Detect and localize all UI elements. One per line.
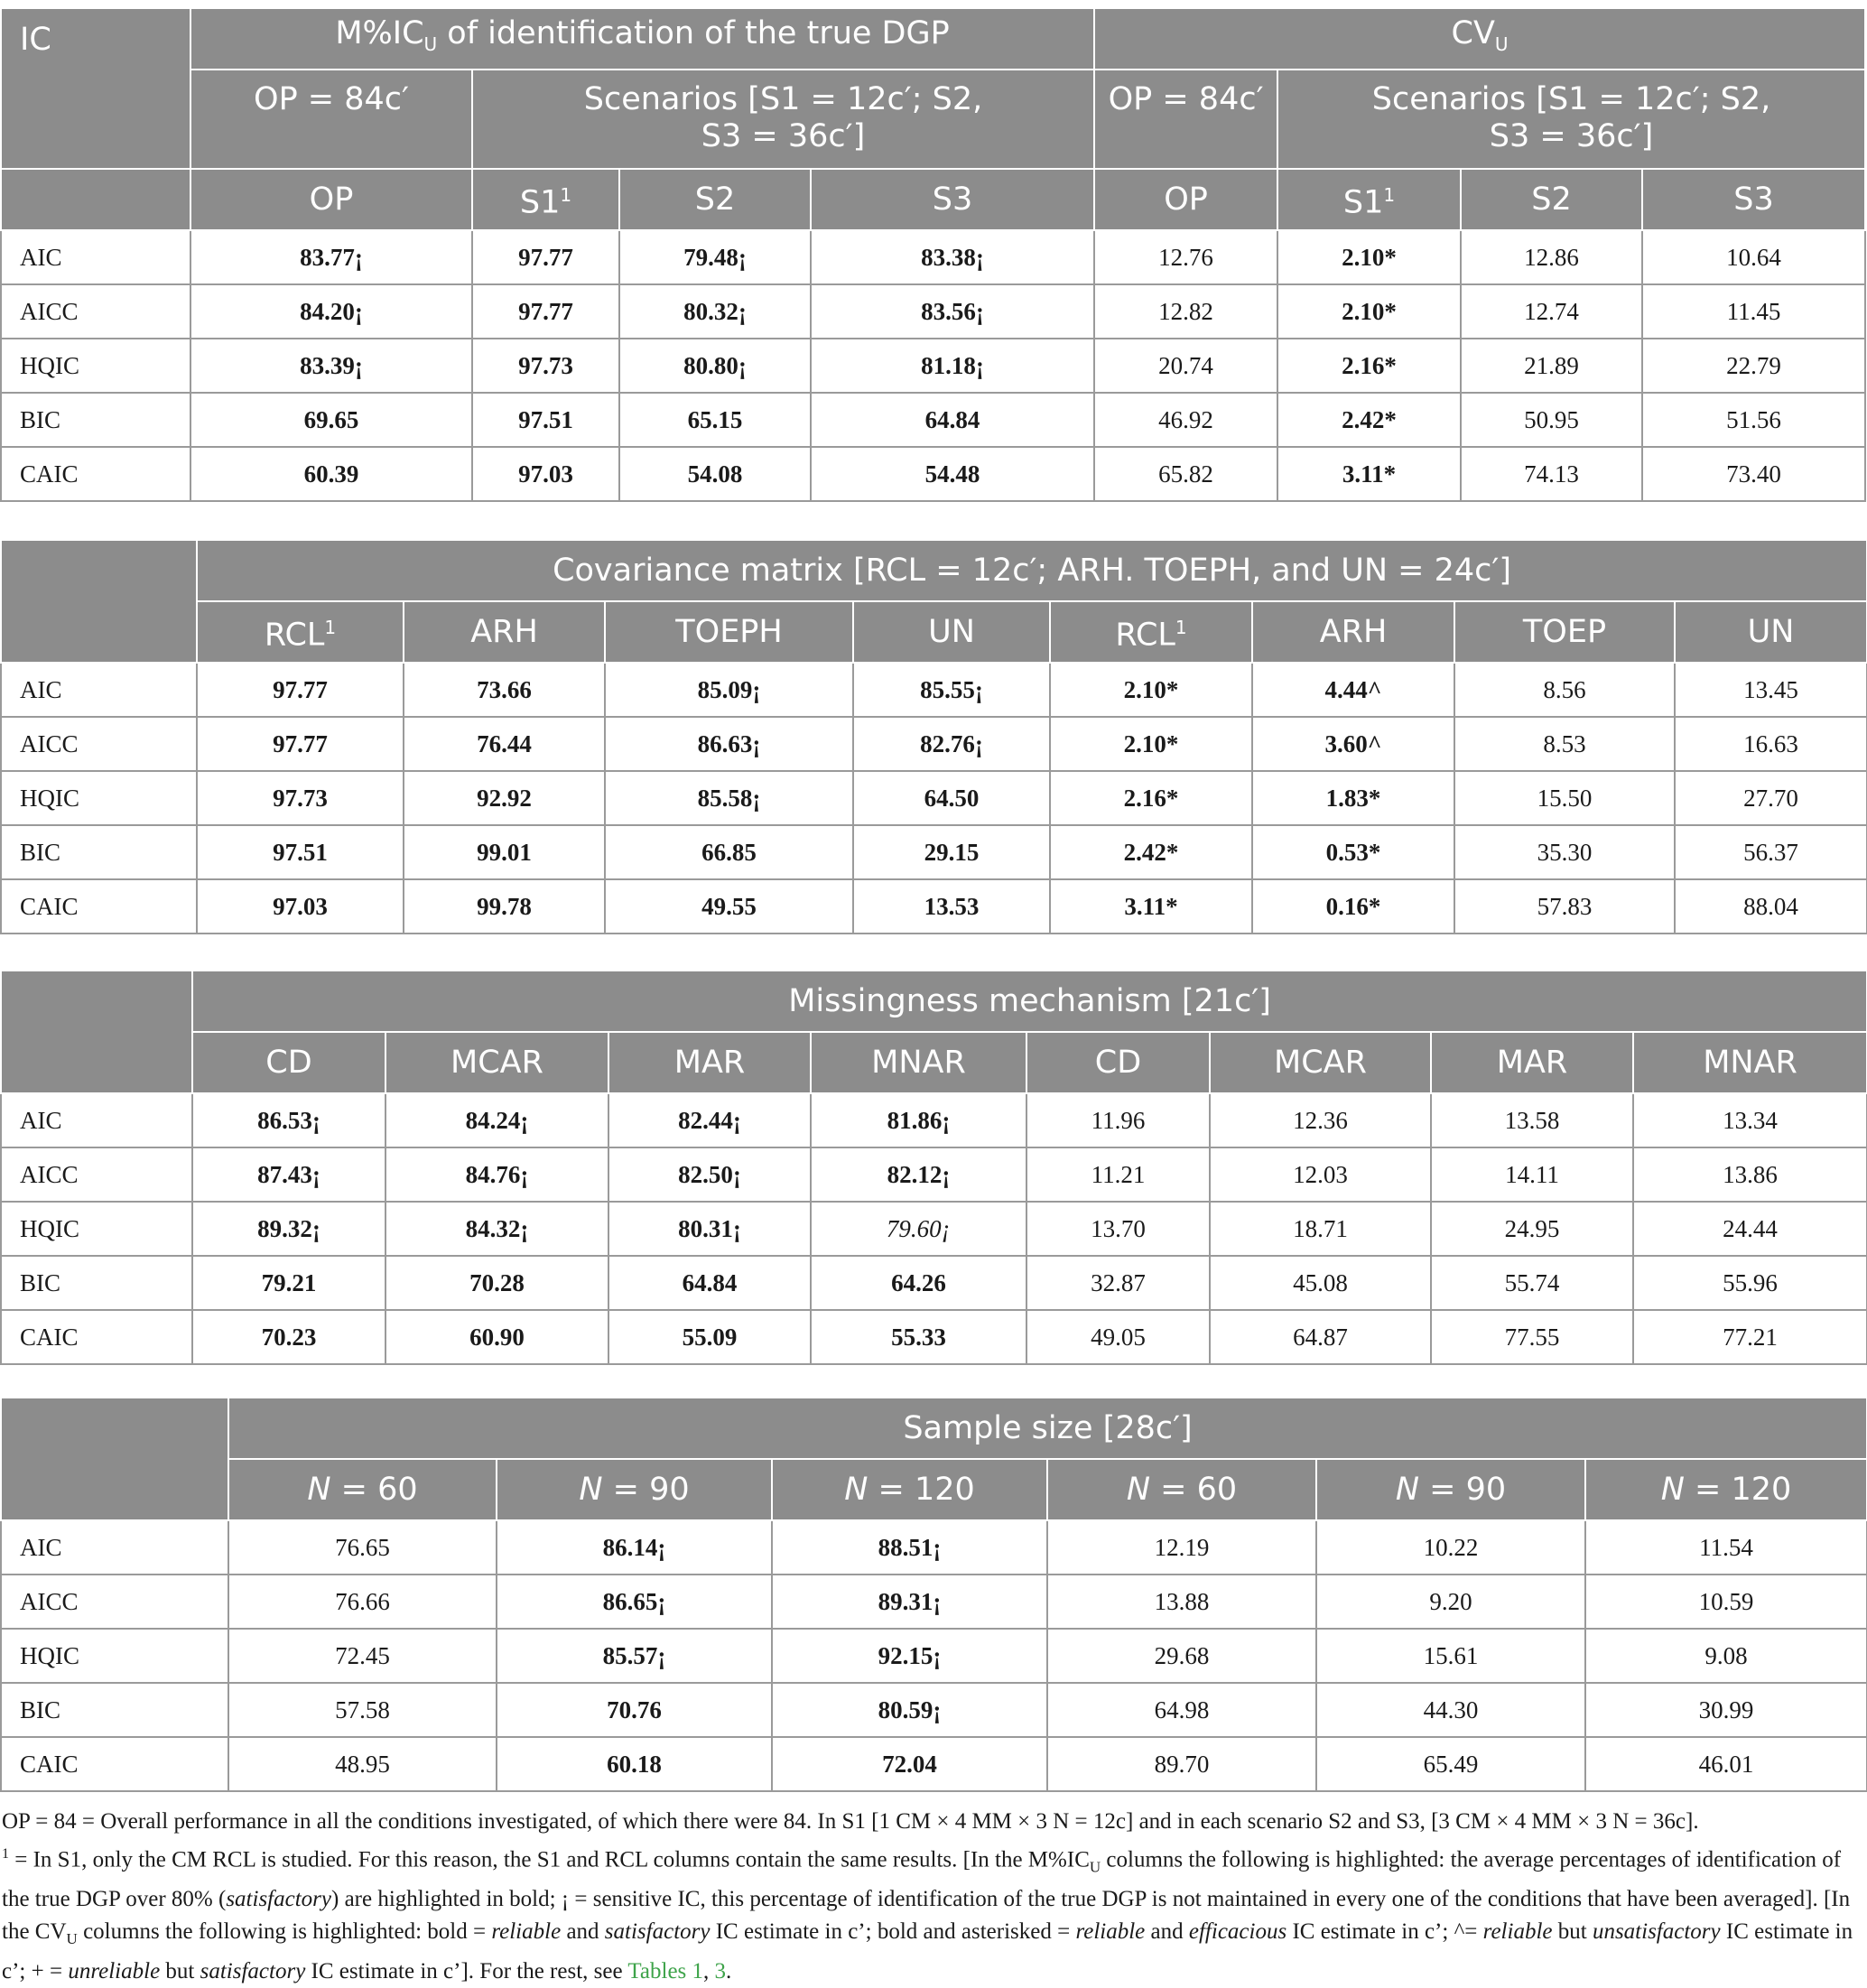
table-cell: 84.20¡: [190, 284, 472, 339]
footnote-highlighting: $^1$ = In S1, only the CM RCL is studied. For this reason, the S1 and RCL columns contain the same results. [In the $M\%IC_U$ columns the following is highlighted: the average percentages of identification of the true DGP over 80% (satisfactory) are highlighted in bold; ¡ = sensitive IC, this percentage of identification of the true DGP is not maintained in every one of the conditions that have been averaged]. [In the $CV_U$ columns the following is highlighted: bold = reliable and satisfactory IC estimate in c’; bold and asterisked = reliable and efficacious IC estimate in c’; ^= reliable but unsatisfactory IC estimate in c’; + = unreliable but satisfactory IC estimate in c’]. For the rest, see Tables 1, 3.: [2, 1846, 1853, 1984]
col-cd: CD: [192, 1032, 385, 1093]
table-cell: 13.45: [1675, 663, 1867, 717]
table-cell: 77.21: [1633, 1310, 1867, 1364]
table-cell: 2.42*: [1277, 393, 1461, 447]
table-cell: 48.95: [228, 1737, 497, 1791]
table-cell: 18.71: [1210, 1202, 1431, 1256]
table-cell: 92.15¡: [772, 1629, 1047, 1683]
table-cell: 89.31¡: [772, 1575, 1047, 1629]
row-ic-label: AICC: [1, 717, 197, 771]
table-cell: 84.32¡: [385, 1202, 608, 1256]
col-n90: N = 90: [497, 1459, 772, 1520]
table-cell: 92.92: [404, 771, 605, 825]
table-cell: 76.44: [404, 717, 605, 771]
table-cell: 55.09: [608, 1310, 811, 1364]
table-cell: 83.38¡: [811, 230, 1094, 284]
table-row: [1, 1575, 1867, 1629]
table-cell: 16.63: [1675, 717, 1867, 771]
table-cell: 13.34: [1633, 1093, 1867, 1147]
table-cell: 2.16*: [1277, 339, 1461, 393]
table-covariance-matrix: [0, 539, 1867, 934]
table-cell: 49.05: [1026, 1310, 1210, 1364]
col-n60-cv: N = 60: [1047, 1459, 1316, 1520]
col-n90-cv: N = 90: [1316, 1459, 1585, 1520]
col-arh: ARH: [404, 601, 605, 663]
cv-header: $CV_U$: [1094, 8, 1865, 70]
table-cell: 83.56¡: [811, 284, 1094, 339]
table-cell: 54.48: [811, 447, 1094, 501]
table-row: [1, 1520, 1867, 1575]
col-rcl-cv: RCL$^1$: [1050, 601, 1252, 663]
table-cell: 77.55: [1431, 1310, 1633, 1364]
table-cell: 82.44¡: [608, 1093, 811, 1147]
table-cell: 3.60^: [1252, 717, 1454, 771]
table-cell: 84.24¡: [385, 1093, 608, 1147]
table-cell: 56.37: [1675, 825, 1867, 879]
table-footnote: [2, 1806, 1863, 1988]
table-cell: 87.43¡: [192, 1147, 385, 1202]
table-cell: 88.04: [1675, 879, 1867, 934]
table-cell: 79.60¡: [811, 1202, 1026, 1256]
table-cell: 22.79: [1642, 339, 1865, 393]
table-missingness-mechanism: [0, 970, 1867, 1365]
row-ic-label: BIC: [1, 825, 197, 879]
table-cell: 4.44^: [1252, 663, 1454, 717]
table-cell: 24.95: [1431, 1202, 1633, 1256]
table-cell: 21.89: [1461, 339, 1642, 393]
row-ic-label: AIC: [1, 230, 190, 284]
table-cell: 11.21: [1026, 1147, 1210, 1202]
scenarios-group-header-cv: Scenarios [S1 = 12c′; S2, S3 = 36c′]: [1277, 70, 1865, 169]
table-cell: 44.30: [1316, 1683, 1585, 1737]
table-cell: 29.15: [853, 825, 1050, 879]
table-row: [1, 284, 1865, 339]
table-cell: 57.83: [1454, 879, 1675, 934]
row-ic-label: CAIC: [1, 447, 190, 501]
table-cell: 80.59¡: [772, 1683, 1047, 1737]
table-cell: 2.10*: [1277, 230, 1461, 284]
table-cell: 46.92: [1094, 393, 1277, 447]
row-ic-label: CAIC: [1, 879, 197, 934]
row-ic-label: AICC: [1, 284, 190, 339]
table-cell: 64.50: [853, 771, 1050, 825]
table-cell: 97.77: [472, 230, 619, 284]
table-cell: 76.66: [228, 1575, 497, 1629]
table-cell: 64.26: [811, 1256, 1026, 1310]
table-row: [1, 879, 1867, 934]
col-s1: $S1^1$: [472, 169, 619, 230]
table-cell: 12.82: [1094, 284, 1277, 339]
row-ic-label: CAIC: [1, 1310, 192, 1364]
table-cell: 57.58: [228, 1683, 497, 1737]
table-row: [1, 1147, 1867, 1202]
row-ic-label: AIC: [1, 1093, 192, 1147]
table-cell: 81.86¡: [811, 1093, 1026, 1147]
covariance-title: Covariance matrix [RCL = 12c′; ARH. TOEPH, and UN = 24c′]: [197, 540, 1867, 601]
table-cell: 86.63¡: [605, 717, 853, 771]
row-ic-label: HQIC: [1, 339, 190, 393]
table-row: [1, 393, 1865, 447]
row-ic-label: HQIC: [1, 1629, 228, 1683]
table-row: [1, 1737, 1867, 1791]
table-cell: 76.65: [228, 1520, 497, 1575]
table-row: [1, 1310, 1867, 1364]
table-row: [1, 447, 1865, 501]
table-cell: 80.31¡: [608, 1202, 811, 1256]
table-cell: 72.45: [228, 1629, 497, 1683]
table-cell: 89.70: [1047, 1737, 1316, 1791]
col-mcar: MCAR: [385, 1032, 608, 1093]
col-mar: MAR: [608, 1032, 811, 1093]
table-row: [1, 230, 1865, 284]
table-cell: 79.48¡: [619, 230, 811, 284]
table-cell: 49.55: [605, 879, 853, 934]
table-row: [1, 1202, 1867, 1256]
table-cell: 88.51¡: [772, 1520, 1047, 1575]
table-cell: 9.08: [1585, 1629, 1867, 1683]
row-ic-label: AIC: [1, 1520, 228, 1575]
table-cell: 10.64: [1642, 230, 1865, 284]
op-group-header: OP = 84c′: [190, 70, 472, 169]
table-cell: 2.10*: [1050, 663, 1252, 717]
table-cell: 65.49: [1316, 1737, 1585, 1791]
table-cell: 70.28: [385, 1256, 608, 1310]
table-cell: 85.57¡: [497, 1629, 772, 1683]
table-row: [1, 663, 1867, 717]
table-cell: 74.13: [1461, 447, 1642, 501]
table-row: [1, 717, 1867, 771]
col-rcl: RCL$^1$: [197, 601, 404, 663]
table-cell: 85.55¡: [853, 663, 1050, 717]
table-cell: 65.15: [619, 393, 811, 447]
table-cell: 70.23: [192, 1310, 385, 1364]
row-ic-label: AICC: [1, 1147, 192, 1202]
table-cell: 97.77: [197, 663, 404, 717]
table-cell: 29.68: [1047, 1629, 1316, 1683]
table-sample-size: [0, 1397, 1867, 1792]
table-cell: 64.87: [1210, 1310, 1431, 1364]
m-ic-header: $M\%IC_U$ of identification of the true DGP: [190, 8, 1094, 70]
blank-header: [1, 1398, 228, 1520]
table-cell: 83.39¡: [190, 339, 472, 393]
blank-header: [1, 540, 197, 663]
table-cell: 13.70: [1026, 1202, 1210, 1256]
table-cell: 89.32¡: [192, 1202, 385, 1256]
row-ic-label: AIC: [1, 663, 197, 717]
col-arh-cv: ARH: [1252, 601, 1454, 663]
table-cell: 1.83*: [1252, 771, 1454, 825]
table-cell: 66.85: [605, 825, 853, 879]
table-cell: 51.56: [1642, 393, 1865, 447]
table-cell: 82.12¡: [811, 1147, 1026, 1202]
col-n120: N = 120: [772, 1459, 1047, 1520]
table-cell: 3.11*: [1050, 879, 1252, 934]
table-cell: 97.51: [197, 825, 404, 879]
table-cell: 32.87: [1026, 1256, 1210, 1310]
row-ic-label: HQIC: [1, 771, 197, 825]
table-row: [1, 1256, 1867, 1310]
table-cell: 13.86: [1633, 1147, 1867, 1202]
table-cell: 50.95: [1461, 393, 1642, 447]
table-cell: 10.22: [1316, 1520, 1585, 1575]
table-cell: 14.11: [1431, 1147, 1633, 1202]
table-cell: 12.19: [1047, 1520, 1316, 1575]
table-cell: 46.01: [1585, 1737, 1867, 1791]
table-cell: 97.77: [472, 284, 619, 339]
col-un: UN: [853, 601, 1050, 663]
table-cell: 64.84: [608, 1256, 811, 1310]
table-cell: 86.53¡: [192, 1093, 385, 1147]
table-cell: 30.99: [1585, 1683, 1867, 1737]
table-cell: 2.10*: [1277, 284, 1461, 339]
table-cell: 97.51: [472, 393, 619, 447]
col-un-cv: UN: [1675, 601, 1867, 663]
table-cell: 12.03: [1210, 1147, 1431, 1202]
table-cell: 73.40: [1642, 447, 1865, 501]
table-cell: 2.10*: [1050, 717, 1252, 771]
col-mar-cv: MAR: [1431, 1032, 1633, 1093]
table-cell: 79.21: [192, 1256, 385, 1310]
table-cell: 65.82: [1094, 447, 1277, 501]
table-cell: 64.98: [1047, 1683, 1316, 1737]
table-cell: 60.90: [385, 1310, 608, 1364]
table-cell: 97.73: [197, 771, 404, 825]
col-s3-cv: S3: [1642, 169, 1865, 230]
tables-1-link[interactable]: Tables 1: [627, 1959, 704, 1984]
table-row: [1, 825, 1867, 879]
table-row: [1, 771, 1867, 825]
row-ic-label: BIC: [1, 1683, 228, 1737]
ic-header: IC: [1, 8, 190, 169]
table-cell: 55.33: [811, 1310, 1026, 1364]
table-cell: 0.16*: [1252, 879, 1454, 934]
col-op-cv: OP: [1094, 169, 1277, 230]
row-ic-label: AICC: [1, 1575, 228, 1629]
table-cell: 12.76: [1094, 230, 1277, 284]
table-cell: 97.03: [197, 879, 404, 934]
table-cell: 85.58¡: [605, 771, 853, 825]
table-cell: 12.36: [1210, 1093, 1431, 1147]
table-cell: 12.74: [1461, 284, 1642, 339]
col-cd-cv: CD: [1026, 1032, 1210, 1093]
sample-size-title: Sample size [28c′]: [228, 1398, 1867, 1459]
table-cell: 83.77¡: [190, 230, 472, 284]
table-cell: 45.08: [1210, 1256, 1431, 1310]
op-group-header-cv: OP = 84c′: [1094, 70, 1277, 169]
table-cell: 64.84: [811, 393, 1094, 447]
row-ic-label: CAIC: [1, 1737, 228, 1791]
table-cell: 84.76¡: [385, 1147, 608, 1202]
row-ic-label: BIC: [1, 393, 190, 447]
table-cell: 10.59: [1585, 1575, 1867, 1629]
table-cell: 80.32¡: [619, 284, 811, 339]
table-cell: 60.39: [190, 447, 472, 501]
table-cell: 13.53: [853, 879, 1050, 934]
table-cell: 99.78: [404, 879, 605, 934]
scenarios-group-header: Scenarios [S1 = 12c′; S2, S3 = 36c′]: [472, 70, 1094, 169]
table-cell: 54.08: [619, 447, 811, 501]
row-ic-label: BIC: [1, 1256, 192, 1310]
table-cell: 97.73: [472, 339, 619, 393]
table-cell: 20.74: [1094, 339, 1277, 393]
col-s3: S3: [811, 169, 1094, 230]
col-mnar-cv: MNAR: [1633, 1032, 1867, 1093]
table-cell: 97.03: [472, 447, 619, 501]
table-cell: 55.96: [1633, 1256, 1867, 1310]
table-cell: 86.14¡: [497, 1520, 772, 1575]
table-cell: 15.50: [1454, 771, 1675, 825]
table-row: [1, 1093, 1867, 1147]
col-s1-cv: $S1^1$: [1277, 169, 1461, 230]
table-cell: 60.18: [497, 1737, 772, 1791]
table-cell: 70.76: [497, 1683, 772, 1737]
table-cell: 0.53*: [1252, 825, 1454, 879]
table-row: [1, 1683, 1867, 1737]
table-cell: 80.80¡: [619, 339, 811, 393]
table-cell: 99.01: [404, 825, 605, 879]
table-cell: 13.88: [1047, 1575, 1316, 1629]
ic-subheader-blank: [1, 169, 190, 230]
table-overall-scenarios: [0, 7, 1866, 502]
blank-header: [1, 971, 192, 1093]
table-cell: 73.66: [404, 663, 605, 717]
table-cell: 72.04: [772, 1737, 1047, 1791]
table-cell: 11.96: [1026, 1093, 1210, 1147]
footnote-op: OP = 84 = Overall performance in all the conditions investigated, of which there were 84. In S1 [1 CM × 4 MM × 3 N = 12c] and in each scenario S2 and S3, [3 CM × 4 MM × 3 N = 36c].: [2, 1809, 1699, 1834]
col-s2: S2: [619, 169, 811, 230]
table-row: [1, 339, 1865, 393]
table-cell: 97.77: [197, 717, 404, 771]
table-cell: 55.74: [1431, 1256, 1633, 1310]
table-cell: 81.18¡: [811, 339, 1094, 393]
table-cell: 82.50¡: [608, 1147, 811, 1202]
table-cell: 2.16*: [1050, 771, 1252, 825]
table-cell: 13.58: [1431, 1093, 1633, 1147]
table-3-link[interactable]: 3: [714, 1959, 727, 1984]
col-s2-cv: S2: [1461, 169, 1642, 230]
table-cell: 3.11*: [1277, 447, 1461, 501]
table-cell: 2.42*: [1050, 825, 1252, 879]
table-cell: 12.86: [1461, 230, 1642, 284]
table-cell: 11.45: [1642, 284, 1865, 339]
table-cell: 35.30: [1454, 825, 1675, 879]
col-mnar: MNAR: [811, 1032, 1026, 1093]
table-cell: 85.09¡: [605, 663, 853, 717]
missingness-title: Missingness mechanism [21c′]: [192, 971, 1867, 1032]
table-cell: 69.65: [190, 393, 472, 447]
table-cell: 24.44: [1633, 1202, 1867, 1256]
col-mcar-cv: MCAR: [1210, 1032, 1431, 1093]
table-cell: 15.61: [1316, 1629, 1585, 1683]
table-cell: 9.20: [1316, 1575, 1585, 1629]
col-n60: N = 60: [228, 1459, 497, 1520]
table-cell: 11.54: [1585, 1520, 1867, 1575]
row-ic-label: HQIC: [1, 1202, 192, 1256]
table-cell: 27.70: [1675, 771, 1867, 825]
col-toeph: TOEPH: [605, 601, 853, 663]
table-cell: 8.56: [1454, 663, 1675, 717]
table-cell: 86.65¡: [497, 1575, 772, 1629]
col-op: OP: [190, 169, 472, 230]
col-toep-cv: TOEP: [1454, 601, 1675, 663]
table-cell: 82.76¡: [853, 717, 1050, 771]
table-row: [1, 1629, 1867, 1683]
col-n120-cv: N = 120: [1585, 1459, 1867, 1520]
table-cell: 8.53: [1454, 717, 1675, 771]
